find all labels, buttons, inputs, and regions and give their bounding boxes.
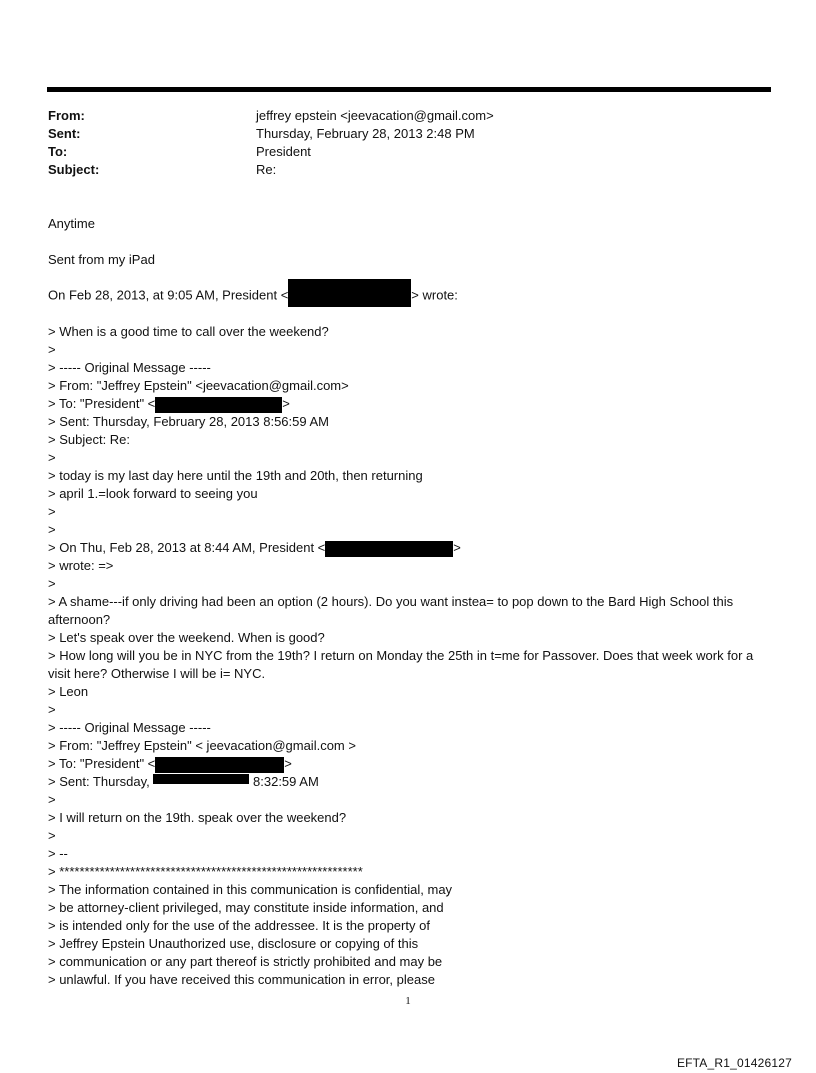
on-date-suffix: >	[453, 540, 461, 555]
signature-text: Sent from my iPad	[48, 252, 155, 267]
reply-text: Anytime	[48, 216, 95, 231]
quoted-line: > How long will you be in NYC from the 19th? I return on Monday the 25th in t=me for Passover. Does that week work for a visit here? Otherwise I will be i= NYC.	[48, 648, 754, 681]
on-date-prefix: > On Thu, Feb 28, 2013 at 8:44 AM, President <	[48, 540, 326, 555]
quoted-line: > wrote: =>	[48, 558, 114, 573]
from-label: From:	[48, 108, 85, 123]
quoted-line: > A shame---if only driving had been an option (2 hours). Do you want instea= to pop down to the Bard High School this afternoon?	[48, 594, 734, 627]
sent-label: Sent:	[48, 126, 81, 141]
quoted-thread	[48, 323, 768, 989]
document-id: EFTA_R1_01426127	[676, 1056, 792, 1070]
quoted-line: >	[48, 450, 56, 465]
to-prefix: > To: "President" <	[48, 756, 156, 771]
redaction-box	[153, 774, 249, 784]
sent-value: Thursday, February 28, 2013 2:48 PM	[256, 126, 475, 141]
quoted-line: > today is my last day here until the 19th and 20th, then returning	[48, 468, 423, 483]
quoted-line: > Let's speak over the weekend. When is good?	[48, 630, 325, 645]
sent-row	[48, 125, 768, 143]
to-value: President	[256, 144, 311, 159]
quoted-line: > communication or any part thereof is strictly prohibited and may be	[48, 954, 443, 969]
quoted-line: >	[48, 828, 56, 843]
header-rule	[47, 87, 771, 92]
quoted-line: > From: "Jeffrey Epstein" <jeevacation@gmail.com>	[48, 378, 349, 393]
quoted-line: > Sent: Thursday, February 28, 2013 8:56:59 AM	[48, 414, 329, 429]
wrote-prefix: On Feb 28, 2013, at 9:05 AM, President <	[48, 287, 289, 303]
wrote-line	[48, 285, 768, 307]
redaction-box	[155, 757, 284, 773]
quoted-line: >	[48, 792, 56, 807]
quoted-line: > I will return on the 19th. speak over the weekend?	[48, 810, 347, 825]
quoted-line: > From: "Jeffrey Epstein" < jeevacation@gmail.com >	[48, 738, 356, 753]
redaction-box	[155, 397, 282, 413]
subject-row	[48, 161, 768, 179]
to-row	[48, 143, 768, 161]
quoted-line: >	[48, 702, 56, 717]
quoted-line: > ----- Original Message -----	[48, 720, 211, 735]
quoted-line: >	[48, 342, 56, 357]
to-suffix: >	[284, 756, 292, 771]
page-number: 1	[405, 995, 411, 1007]
quoted-line: > Subject: Re:	[48, 432, 131, 447]
sent-suffix: 8:32:59 AM	[253, 774, 319, 789]
quoted-line: > unlawful. If you have received this communication in error, please	[48, 972, 435, 987]
quoted-line	[48, 539, 768, 557]
to-suffix: >	[282, 396, 290, 411]
quoted-line: > Jeffrey Epstein Unauthorized use, disclosure or copying of this	[48, 936, 419, 951]
email-body	[48, 215, 768, 989]
quoted-line	[48, 755, 768, 773]
email-header	[48, 107, 768, 179]
quoted-line: > --	[48, 846, 68, 861]
quoted-line	[48, 395, 768, 413]
quoted-line: > be attorney-client privileged, may constitute inside information, and	[48, 900, 444, 915]
sent-prefix: > Sent: Thursday,	[48, 774, 154, 789]
quoted-line: >	[48, 576, 56, 591]
redaction-box	[288, 279, 411, 307]
quoted-line: > is intended only for the use of the addressee. It is the property of	[48, 918, 430, 933]
to-label: To:	[48, 144, 68, 159]
quoted-line: > When is a good time to call over the weekend?	[48, 324, 329, 339]
quoted-line: > april 1.=look forward to seeing you	[48, 486, 258, 501]
quoted-line: > ************************************************************	[48, 864, 363, 879]
to-prefix: > To: "President" <	[48, 396, 156, 411]
from-value: jeffrey epstein <jeevacation@gmail.com>	[256, 108, 494, 123]
quoted-line: > The information contained in this communication is confidential, may	[48, 882, 453, 897]
subject-label: Subject:	[48, 162, 100, 177]
quoted-line: > Leon	[48, 684, 89, 699]
quoted-line: >	[48, 504, 56, 519]
quoted-line: >	[48, 522, 56, 537]
wrote-suffix: > wrote:	[411, 287, 458, 303]
subject-value: Re:	[256, 162, 277, 177]
from-row	[48, 107, 768, 125]
quoted-line	[48, 773, 768, 791]
redaction-box	[325, 541, 453, 557]
quoted-line: > ----- Original Message -----	[48, 360, 211, 375]
